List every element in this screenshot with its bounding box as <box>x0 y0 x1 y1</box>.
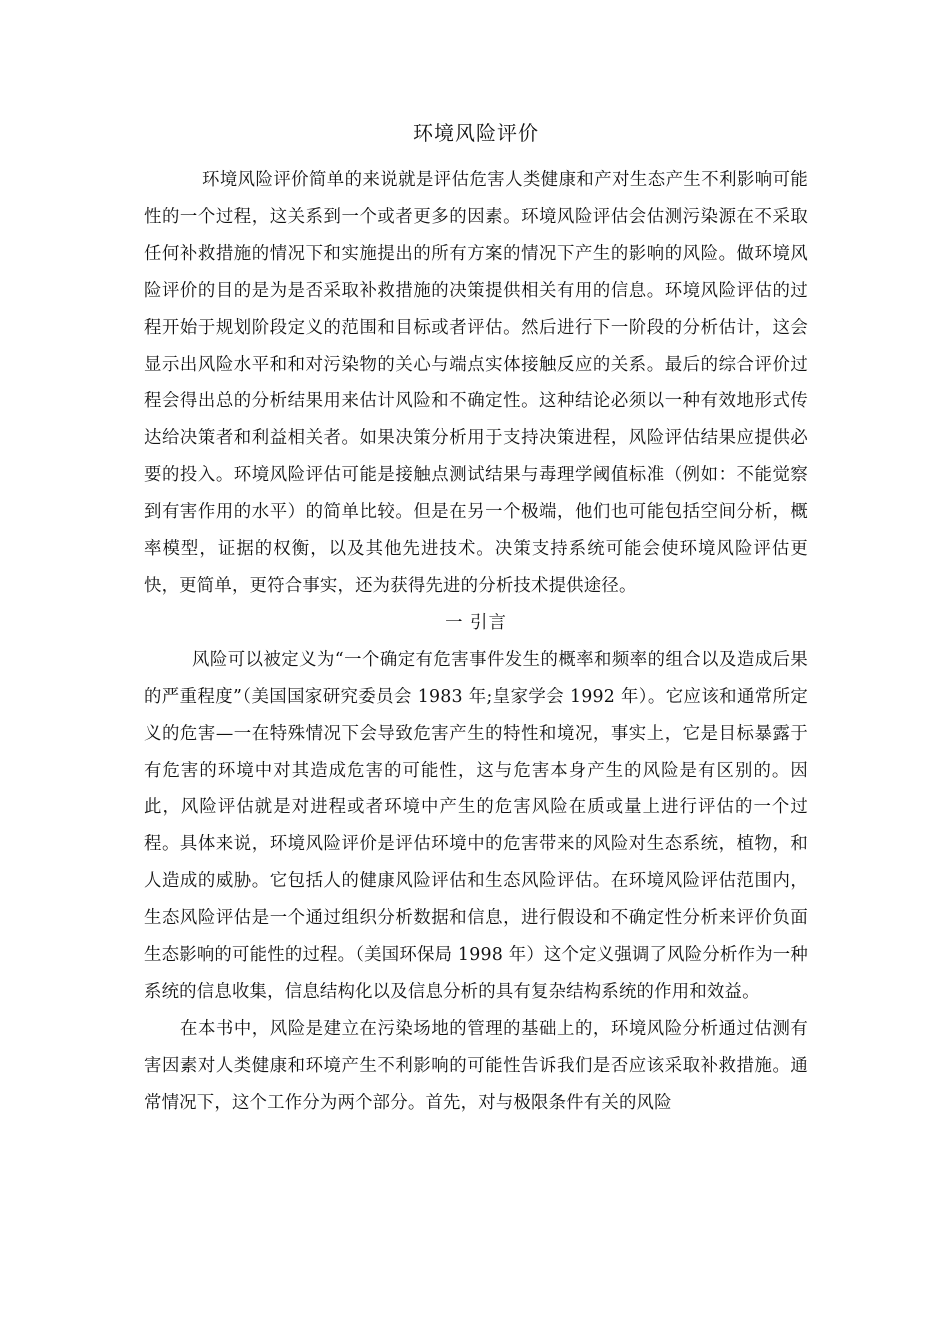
paragraph-intro: 环境风险评价简单的来说就是评估危害人类健康和产对生态产生不利影响可能性的一个过程，这关系到一个或者更多的因素。环境风险评估会估测污染源在不采取任何补救措施的情况下和实施提出的所有方案的情况下产生的影响的风险。做环境风险评价的目的是为是否采取补救措施的决策提供相关有用的信息。环境风险评估的过程开始于规划阶段定义的范围和目标或者评估。然后进行下一阶段的分析估计，这会显示出风险水平和和对污染物的关心与端点实体接触反应的关系。最后的综合评价过程会得出总的分析结果用来估计风险和不确定性。这种结论必须以一种有效地形式传达给决策者和利益相关者。如果决策分析用于支持决策进程，风险评估结果应提供必要的投入。环境风险评估可能是接触点测试结果与毒理学阈值标准（例如：不能觉察到有害作用的水平）的简单比较。但是在另一个极端，他们也可能包括空间分析，概率模型，证据的权衡，以及其他先进技术。决策支持系统可能会使环境风险评估更快，更简单，更符合事实，还为获得先进的分析技术提供途径。 <box>144 170 808 596</box>
document-body <box>144 116 808 1122</box>
paragraph-risk-definition: 风险可以被定义为“一个确定有危害事件发生的概率和频率的组合以及造成后果的严重程度”（美国国家研究委员会 1983 年;皇家学会 1992 年）。它应该和通常所定义的危害—一在特殊情况下会导致危害产生的特性和境况，事实上，它是目标暴露于有危害的环境中对其造成危害的可能性，这与危害本身产生的风险是有区别的。因此，风险评估就是对进程或者环境中产生的危害风险在质或量上进行评估的一个过程。具体来说，环境风险评价是评估环境中的危害带来的风险对生态系统，植物，和人造成的威胁。它包括人的健康风险评估和生态风险评估。在环境风险评估范围内，生态风险评估是一个通过组织分析数据和信息，进行假设和不确定性分析来评价负面生态影响的可能性的过程。（美国环保局 1998 年）这个定义强调了风险分析作为一种系统的信息收集，信息结构化以及信息分析的具有复杂结构系统的作用和效益。 <box>144 649 808 1002</box>
section-heading-introduction: 一 引言 <box>445 612 507 633</box>
paragraph-book-scope: 在本书中，风险是建立在污染场地的管理的基础上的，环境风险分析通过估测有害因素对人类健康和环境产生不利影响的可能性告诉我们是否应该采取补救措施。通常情况下，这个工作分为两个部分。首先，对与极限条件有关的风险 <box>144 1018 808 1113</box>
document-title: 环境风险评价 <box>413 121 539 145</box>
